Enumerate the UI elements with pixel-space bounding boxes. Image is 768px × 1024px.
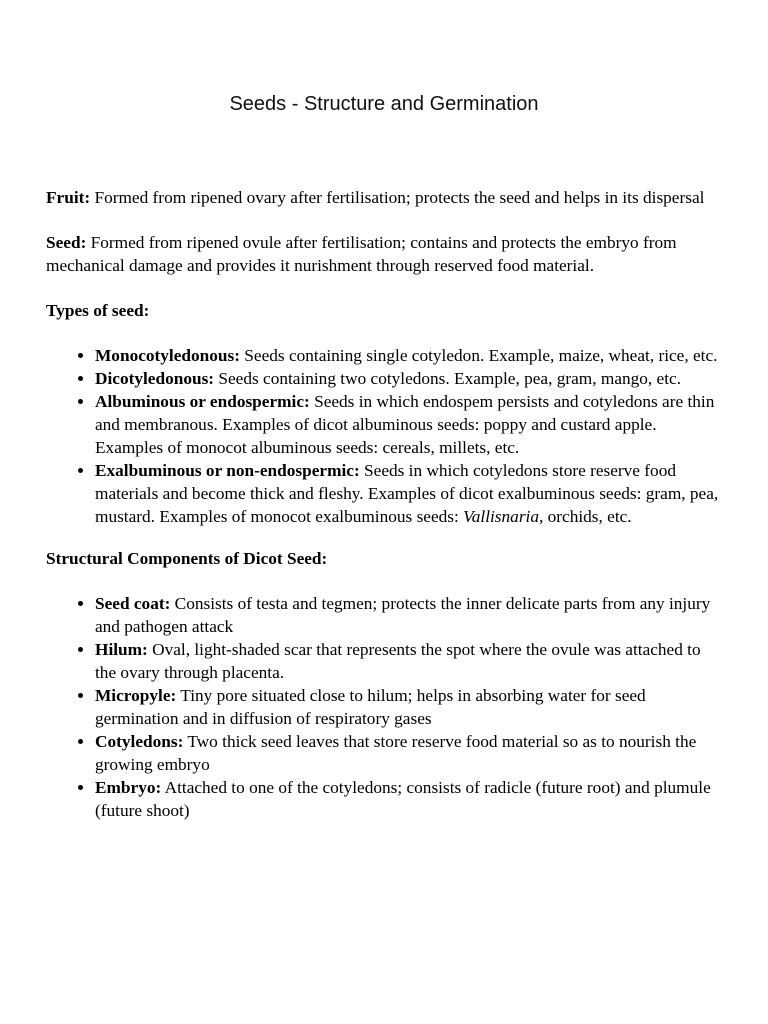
types-list: [46, 344, 726, 528]
list-item: • Monocotyledonous: Seeds containing single cotyledon. Example, maize, wheat, rice, etc.: [95, 344, 726, 367]
seed-term: Seed:: [46, 233, 87, 252]
components-list: [46, 592, 726, 822]
document-body: [46, 186, 726, 844]
list-item: • Albuminous or endospermic: Seeds in which endospem persists and cotyledons are thin and membranous. Examples of dicot albuminous seeds: poppy and custard apple. Examples of monocot albuminous seeds: cereals, millets, etc.: [95, 390, 726, 459]
italic-species: Vallisnaria,: [463, 507, 544, 526]
fruit-term: Fruit:: [46, 188, 91, 207]
fruit-definition: [46, 186, 726, 209]
fruit-text: Formed from ripened ovary after fertilisation; protects the seed and helps in its dispersal: [90, 188, 705, 207]
types-heading: Types of seed:: [46, 301, 150, 320]
list-item: • Exalbuminous or non-endospermic: Seeds in which cotyledons store reserve food materials and become thick and fleshy. Examples of dicot exalbuminous seeds: gram, pea, mustard. Examples of monocot exalbuminous seeds: Vallisnaria, orchids, etc.: [95, 459, 726, 528]
list-item: • Cotyledons: Two thick seed leaves that store reserve food material so as to nourish the growing embryo: [95, 730, 726, 776]
seed-definition: [46, 231, 726, 277]
list-item: • Seed coat: Consists of testa and tegmen; protects the inner delicate parts from any injury and pathogen attack: [95, 592, 726, 638]
structure-heading: Structural Components of Dicot Seed:: [46, 549, 328, 568]
list-item: • Micropyle: Tiny pore situated close to hilum; helps in absorbing water for seed germination and in diffusion of respiratory gases: [95, 684, 726, 730]
list-item: • Dicotyledonous: Seeds containing two cotyledons. Example, pea, gram, mango, etc.: [95, 367, 726, 390]
list-item: • Embryo: Attached to one of the cotyledons; consists of radicle (future root) and plumule (future shoot): [95, 776, 726, 822]
list-item: • Hilum: Oval, light-shaded scar that represents the spot where the ovule was attached to the ovary through placenta.: [95, 638, 726, 684]
page-title: Seeds - Structure and Germination: [229, 93, 539, 115]
seed-text: Formed from ripened ovule after fertilisation; contains and protects the embryo from mechanical damage and provides it nurishment through reserved food material.: [46, 233, 677, 275]
